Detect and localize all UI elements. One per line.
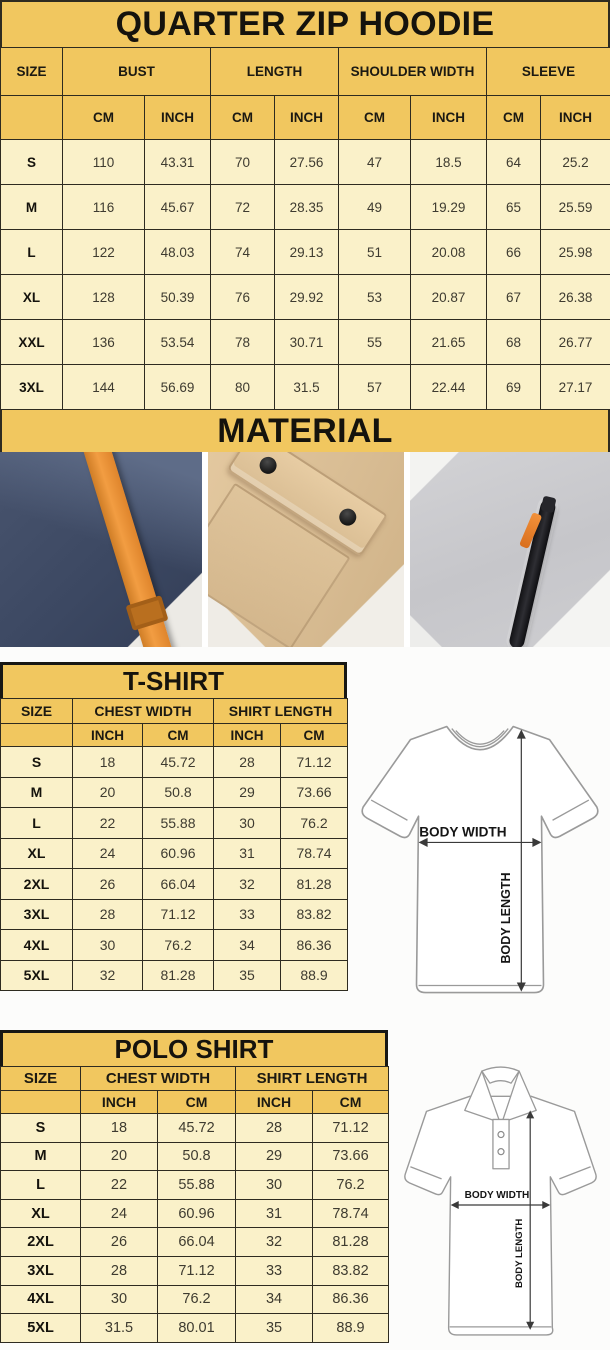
tshirt-header-group-row [1, 699, 348, 724]
polo-table [0, 1066, 389, 1343]
tshirt-table-body [1, 747, 348, 991]
size-cell: M [1, 185, 63, 230]
table-row [1, 230, 610, 275]
value-cell: 29.92 [275, 275, 339, 320]
photo-navy-fabric-orange-strap [0, 452, 202, 647]
unit-label: CM [158, 1091, 236, 1114]
value-cell: 48.03 [145, 230, 211, 275]
hoodie-table [0, 47, 610, 410]
polo-measure-diagram [396, 1056, 608, 1350]
value-cell: 24 [73, 838, 143, 869]
value-cell: 28 [73, 899, 143, 930]
polo-col-size-spacer [1, 1091, 81, 1114]
hoodie-header-unit-row [1, 96, 610, 140]
value-cell: 76 [211, 275, 275, 320]
table-row [1, 869, 348, 900]
value-cell: 55.88 [143, 808, 214, 839]
size-cell: 5XL [1, 1314, 81, 1343]
hoodie-col-length: LENGTH [211, 48, 339, 96]
value-cell: 144 [63, 365, 145, 410]
polo-table-body [1, 1114, 389, 1343]
table-row [1, 1142, 389, 1171]
unit-label: CM [63, 96, 145, 140]
snap-button [336, 505, 360, 529]
polo-col-chest-width: CHEST WIDTH [81, 1067, 236, 1091]
tshirt-col-chest-width: CHEST WIDTH [73, 699, 214, 724]
polo-col-size: SIZE [1, 1067, 81, 1091]
value-cell: 76.2 [143, 930, 214, 961]
zipper [508, 498, 557, 647]
value-cell: 50.8 [143, 777, 214, 808]
photo-gray-fabric-zipper [410, 452, 610, 647]
value-cell: 69 [487, 365, 541, 410]
unit-label: INCH [275, 96, 339, 140]
value-cell: 122 [63, 230, 145, 275]
tshirt-measure-diagram [350, 694, 610, 1012]
value-cell: 56.69 [145, 365, 211, 410]
value-cell: 30.71 [275, 320, 339, 365]
value-cell: 78 [211, 320, 275, 365]
orange-zipper-pull [519, 512, 542, 549]
table-row [1, 275, 610, 320]
value-cell: 34 [236, 1285, 313, 1314]
table-row [1, 365, 610, 410]
value-cell: 18 [81, 1114, 158, 1143]
size-cell: M [1, 777, 73, 808]
value-cell: 70 [211, 140, 275, 185]
value-cell: 57 [339, 365, 411, 410]
table-row [1, 960, 348, 991]
value-cell: 68 [487, 320, 541, 365]
size-cell: XXL [1, 320, 63, 365]
value-cell: 81.28 [281, 869, 348, 900]
value-cell: 20.08 [411, 230, 487, 275]
size-cell: XL [1, 1199, 81, 1228]
value-cell: 73.66 [281, 777, 348, 808]
value-cell: 110 [63, 140, 145, 185]
table-row [1, 899, 348, 930]
value-cell: 81.28 [143, 960, 214, 991]
body-length-label: BODY LENGTH [499, 872, 514, 964]
value-cell: 71.12 [313, 1114, 389, 1143]
size-cell: S [1, 1114, 81, 1143]
table-row [1, 1285, 389, 1314]
value-cell: 55.88 [158, 1171, 236, 1200]
unit-label: CM [211, 96, 275, 140]
size-cell: 3XL [1, 365, 63, 410]
size-cell: 2XL [1, 1228, 81, 1257]
value-cell: 43.31 [145, 140, 211, 185]
table-row [1, 1314, 389, 1343]
value-cell: 51 [339, 230, 411, 275]
size-cell: 4XL [1, 1285, 81, 1314]
photo-khaki-snap-pocket [208, 452, 404, 647]
value-cell: 47 [339, 140, 411, 185]
collar-rib-line [456, 731, 504, 745]
tshirt-size-chart [0, 662, 347, 991]
value-cell: 83.82 [281, 899, 348, 930]
value-cell: 28 [214, 747, 281, 778]
value-cell: 24 [81, 1199, 158, 1228]
value-cell: 66.04 [143, 869, 214, 900]
value-cell: 78.74 [281, 838, 348, 869]
table-row [1, 747, 348, 778]
value-cell: 66 [487, 230, 541, 275]
value-cell: 31.5 [275, 365, 339, 410]
value-cell: 71.12 [143, 899, 214, 930]
value-cell: 81.28 [313, 1228, 389, 1257]
polo-button [498, 1149, 504, 1155]
value-cell: 76.2 [281, 808, 348, 839]
value-cell: 76.2 [313, 1171, 389, 1200]
value-cell: 27.56 [275, 140, 339, 185]
value-cell: 55 [339, 320, 411, 365]
hoodie-header-group-row [1, 48, 610, 96]
value-cell: 35 [214, 960, 281, 991]
polo-header-group-row [1, 1067, 389, 1091]
unit-label: INCH [73, 724, 143, 747]
value-cell: 35 [236, 1314, 313, 1343]
tshirt-col-size-spacer [1, 724, 73, 747]
table-row [1, 1171, 389, 1200]
unit-label: INCH [236, 1091, 313, 1114]
tshirt-col-shirt-length: SHIRT LENGTH [214, 699, 348, 724]
value-cell: 88.9 [281, 960, 348, 991]
value-cell: 22 [81, 1171, 158, 1200]
value-cell: 72 [211, 185, 275, 230]
material-photos [0, 452, 610, 647]
value-cell: 26.38 [541, 275, 610, 320]
value-cell: 53 [339, 275, 411, 320]
unit-label: CM [313, 1091, 389, 1114]
unit-label: CM [339, 96, 411, 140]
value-cell: 64 [487, 140, 541, 185]
table-row [1, 930, 348, 961]
value-cell: 26.77 [541, 320, 610, 365]
value-cell: 29 [214, 777, 281, 808]
value-cell: 31 [236, 1199, 313, 1228]
value-cell: 25.2 [541, 140, 610, 185]
value-cell: 25.98 [541, 230, 610, 275]
value-cell: 22.44 [411, 365, 487, 410]
table-row [1, 1228, 389, 1257]
polo-col-shirt-length: SHIRT LENGTH [236, 1067, 389, 1091]
value-cell: 76.2 [158, 1285, 236, 1314]
value-cell: 20.87 [411, 275, 487, 320]
value-cell: 20 [81, 1142, 158, 1171]
value-cell: 30 [73, 930, 143, 961]
polo-button [498, 1132, 504, 1138]
hoodie-size-chart [0, 0, 610, 647]
value-cell: 45.72 [158, 1114, 236, 1143]
unit-label: INCH [541, 96, 610, 140]
value-cell: 66.04 [158, 1228, 236, 1257]
hoodie-title: QUARTER ZIP HOODIE [0, 0, 610, 47]
unit-label: INCH [81, 1091, 158, 1114]
value-cell: 83.82 [313, 1256, 389, 1285]
value-cell: 73.66 [313, 1142, 389, 1171]
unit-label: CM [281, 724, 348, 747]
size-cell: 3XL [1, 899, 73, 930]
value-cell: 26 [81, 1228, 158, 1257]
size-cell: L [1, 1171, 81, 1200]
value-cell: 50.39 [145, 275, 211, 320]
hoodie-col-shoulder-width: SHOULDER WIDTH [339, 48, 487, 96]
value-cell: 18 [73, 747, 143, 778]
table-row [1, 1199, 389, 1228]
value-cell: 32 [214, 869, 281, 900]
hoodie-col-sleeve: SLEEVE [487, 48, 610, 96]
orange-strap [81, 452, 176, 647]
size-cell: 2XL [1, 869, 73, 900]
flap-pocket [208, 452, 388, 647]
value-cell: 65 [487, 185, 541, 230]
polo-title: POLO SHIRT [0, 1030, 388, 1066]
table-row [1, 1114, 389, 1143]
value-cell: 30 [81, 1285, 158, 1314]
value-cell: 28 [236, 1114, 313, 1143]
size-cell: L [1, 808, 73, 839]
snap-button [256, 454, 280, 478]
value-cell: 74 [211, 230, 275, 275]
tshirt-title: T-SHIRT [0, 662, 347, 698]
value-cell: 45.72 [143, 747, 214, 778]
unit-label: CM [143, 724, 214, 747]
size-cell: S [1, 140, 63, 185]
value-cell: 136 [63, 320, 145, 365]
hoodie-col-bust: BUST [63, 48, 211, 96]
value-cell: 19.29 [411, 185, 487, 230]
size-cell: 5XL [1, 960, 73, 991]
value-cell: 86.36 [281, 930, 348, 961]
strap-buckle [126, 595, 169, 631]
value-cell: 116 [63, 185, 145, 230]
value-cell: 86.36 [313, 1285, 389, 1314]
material-title: MATERIAL [0, 410, 610, 452]
placket [493, 1119, 509, 1168]
value-cell: 45.67 [145, 185, 211, 230]
value-cell: 49 [339, 185, 411, 230]
value-cell: 78.74 [313, 1199, 389, 1228]
table-row [1, 1256, 389, 1285]
value-cell: 32 [236, 1228, 313, 1257]
value-cell: 33 [214, 899, 281, 930]
value-cell: 25.59 [541, 185, 610, 230]
size-cell: L [1, 230, 63, 275]
value-cell: 60.96 [143, 838, 214, 869]
value-cell: 28.35 [275, 185, 339, 230]
tshirt-outline [362, 727, 598, 993]
value-cell: 21.65 [411, 320, 487, 365]
size-cell: 4XL [1, 930, 73, 961]
table-row [1, 777, 348, 808]
table-row [1, 320, 610, 365]
collar-band [482, 1067, 519, 1083]
value-cell: 53.54 [145, 320, 211, 365]
value-cell: 28 [81, 1256, 158, 1285]
polo-header-unit-row [1, 1091, 389, 1114]
tshirt-table [0, 698, 348, 991]
size-cell: 3XL [1, 1256, 81, 1285]
body-width-label: BODY WIDTH [419, 824, 507, 840]
unit-label: CM [487, 96, 541, 140]
value-cell: 30 [214, 808, 281, 839]
value-cell: 80.01 [158, 1314, 236, 1343]
table-row [1, 140, 610, 185]
value-cell: 32 [73, 960, 143, 991]
value-cell: 31.5 [81, 1314, 158, 1343]
table-row [1, 808, 348, 839]
value-cell: 71.12 [158, 1256, 236, 1285]
value-cell: 29 [236, 1142, 313, 1171]
unit-label: INCH [214, 724, 281, 747]
size-cell: XL [1, 838, 73, 869]
polo-size-chart [0, 1030, 388, 1343]
value-cell: 30 [236, 1171, 313, 1200]
table-row [1, 838, 348, 869]
value-cell: 33 [236, 1256, 313, 1285]
table-row [1, 185, 610, 230]
body-width-label: BODY WIDTH [464, 1189, 530, 1201]
value-cell: 18.5 [411, 140, 487, 185]
value-cell: 88.9 [313, 1314, 389, 1343]
body-length-label: BODY LENGTH [514, 1218, 526, 1288]
tshirt-col-size: SIZE [1, 699, 73, 724]
value-cell: 26 [73, 869, 143, 900]
size-cell: S [1, 747, 73, 778]
value-cell: 34 [214, 930, 281, 961]
unit-label: INCH [411, 96, 487, 140]
size-cell: XL [1, 275, 63, 320]
value-cell: 29.13 [275, 230, 339, 275]
hoodie-col-size-spacer [1, 96, 63, 140]
hoodie-table-body [1, 140, 610, 410]
zipper-slider [540, 496, 556, 514]
value-cell: 67 [487, 275, 541, 320]
hoodie-col-size: SIZE [1, 48, 63, 96]
value-cell: 31 [214, 838, 281, 869]
unit-label: INCH [145, 96, 211, 140]
value-cell: 80 [211, 365, 275, 410]
value-cell: 27.17 [541, 365, 610, 410]
value-cell: 50.8 [158, 1142, 236, 1171]
value-cell: 128 [63, 275, 145, 320]
size-cell: M [1, 1142, 81, 1171]
value-cell: 60.96 [158, 1199, 236, 1228]
tshirt-header-unit-row [1, 724, 348, 747]
value-cell: 20 [73, 777, 143, 808]
value-cell: 22 [73, 808, 143, 839]
value-cell: 71.12 [281, 747, 348, 778]
